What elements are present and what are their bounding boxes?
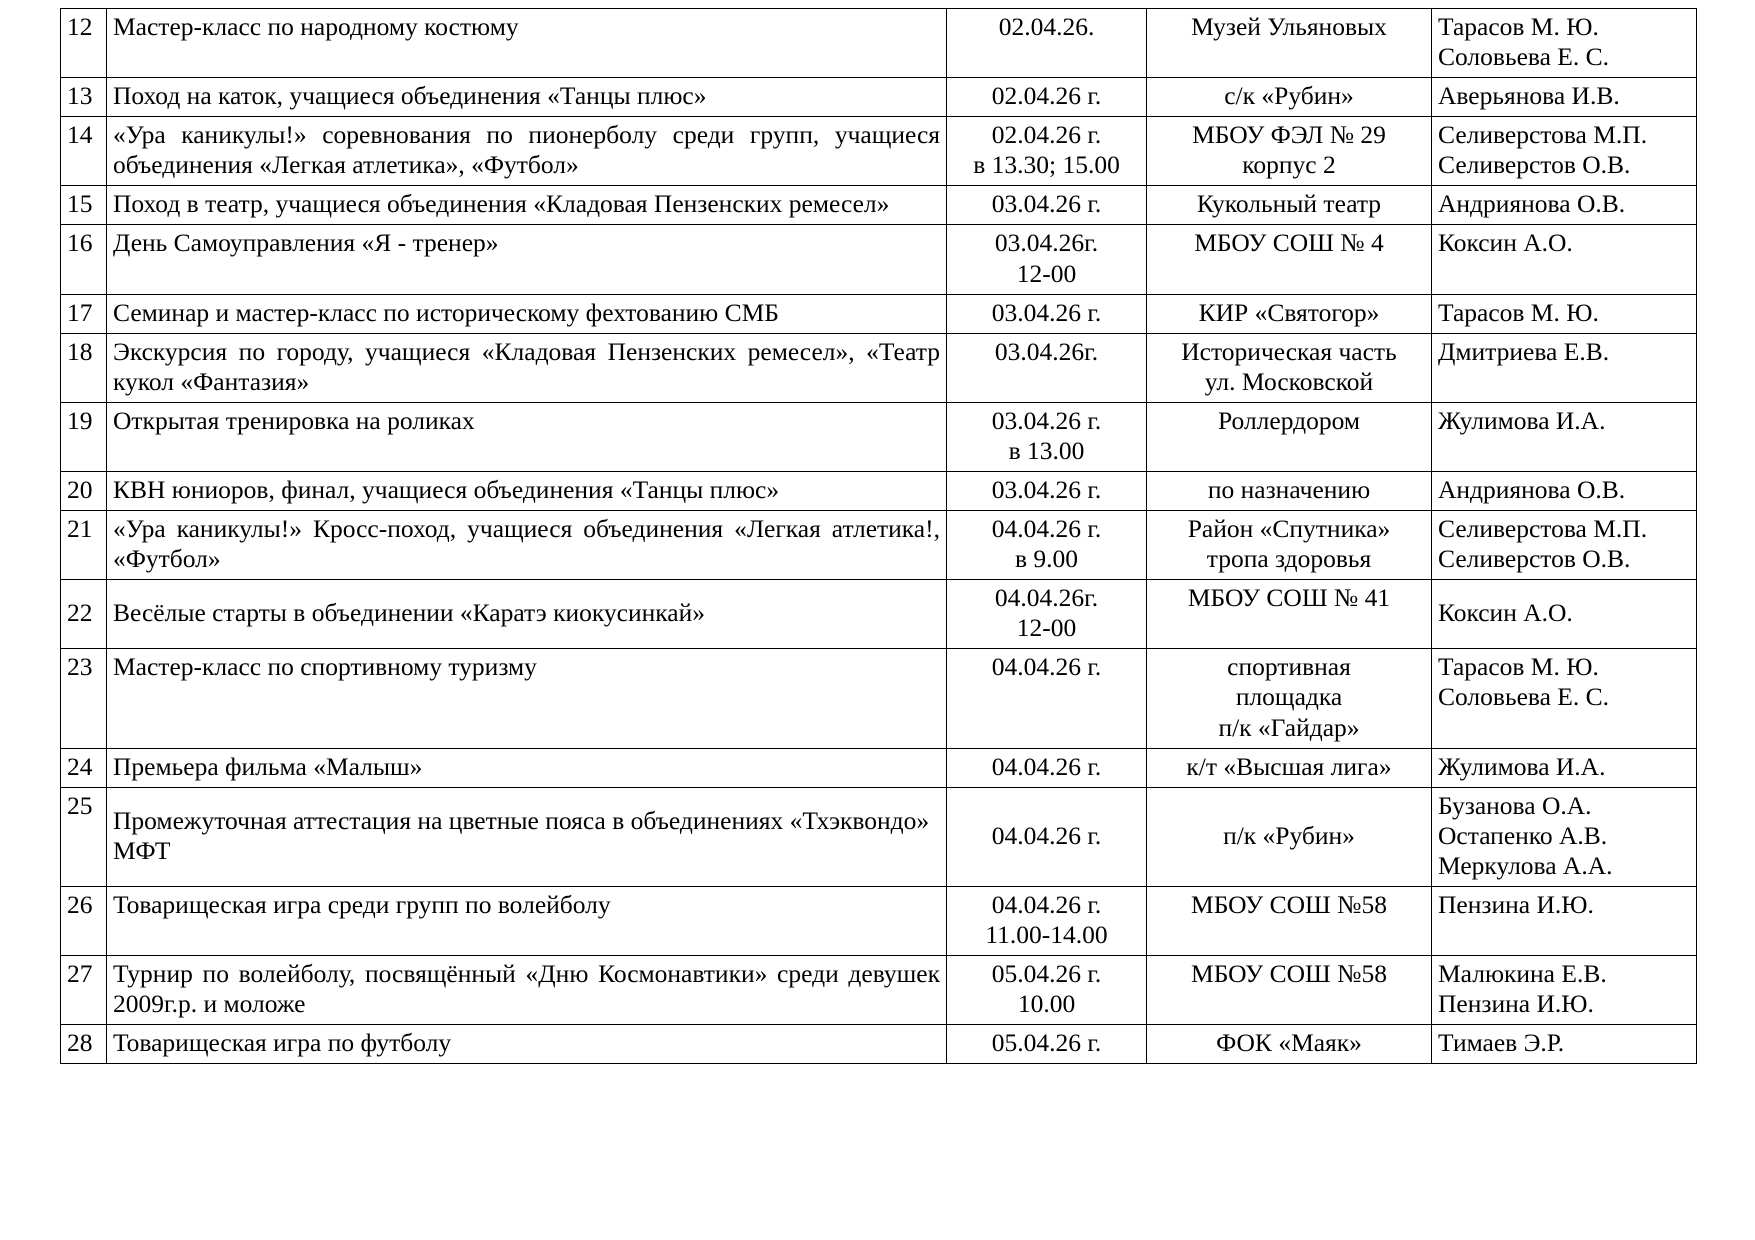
row-place: Кукольный театр <box>1147 186 1432 225</box>
row-responsible: Селиверстова М.П. Селиверстов О.В. <box>1432 117 1697 186</box>
row-number: 13 <box>61 78 107 117</box>
row-responsible: Малюкина Е.В. Пензина И.Ю. <box>1432 956 1697 1025</box>
row-place: МБОУ ФЭЛ № 29 корпус 2 <box>1147 117 1432 186</box>
row-date: 03.04.26 г. <box>947 294 1147 333</box>
row-date: 03.04.26 г. <box>947 186 1147 225</box>
row-place: КИР «Святогор» <box>1147 294 1432 333</box>
row-event: КВН юниоров, финал, учащиеся объединения «Танцы плюс» <box>107 472 947 511</box>
row-place: с/к «Рубин» <box>1147 78 1432 117</box>
row-event: Поход в театр, учащиеся объединения «Кладовая Пензенских ремесел» <box>107 186 947 225</box>
row-place: Роллердором <box>1147 402 1432 471</box>
row-responsible: Селиверстова М.П. Селиверстов О.В. <box>1432 511 1697 580</box>
row-responsible: Жулимова И.А. <box>1432 748 1697 787</box>
row-responsible: Пензина И.Ю. <box>1432 886 1697 955</box>
row-event: Открытая тренировка на роликах <box>107 402 947 471</box>
table-row <box>61 511 1697 580</box>
row-number: 26 <box>61 886 107 955</box>
row-responsible: Андриянова О.В. <box>1432 186 1697 225</box>
table-row <box>61 402 1697 471</box>
row-date: 04.04.26 г. <box>947 748 1147 787</box>
row-responsible: Дмитриева Е.В. <box>1432 333 1697 402</box>
table-row <box>61 580 1697 649</box>
row-place: спортивная площадка п/к «Гайдар» <box>1147 649 1432 748</box>
row-number: 21 <box>61 511 107 580</box>
table-row <box>61 787 1697 886</box>
row-date: 04.04.26 г. 11.00-14.00 <box>947 886 1147 955</box>
table-row <box>61 117 1697 186</box>
row-event: Экскурсия по городу, учащиеся «Кладовая Пензенских ремесел», «Театр кукол «Фантазия» <box>107 333 947 402</box>
row-event: День Самоуправления «Я - тренер» <box>107 225 947 294</box>
row-place: ФОК «Маяк» <box>1147 1025 1432 1064</box>
row-place: по назначению <box>1147 472 1432 511</box>
table-row <box>61 649 1697 748</box>
table-row <box>61 225 1697 294</box>
row-place: Музей Ульяновых <box>1147 9 1432 78</box>
row-responsible: Тарасов М. Ю. Соловьева Е. С. <box>1432 649 1697 748</box>
row-event: Турнир по волейболу, посвящённый «Дню Космонавтики» среди девушек 2009г.р. и моложе <box>107 956 947 1025</box>
row-responsible: Бузанова О.А. Остапенко А.В. Меркулова А.А. <box>1432 787 1697 886</box>
row-date: 02.04.26. <box>947 9 1147 78</box>
row-number: 12 <box>61 9 107 78</box>
row-event: Товарищеская игра среди групп по волейболу <box>107 886 947 955</box>
row-date: 04.04.26 г. <box>947 649 1147 748</box>
row-number: 25 <box>61 787 107 886</box>
table-row <box>61 294 1697 333</box>
row-number: 18 <box>61 333 107 402</box>
row-event: «Ура каникулы!» соревнования по пионерболу среди групп, учащиеся объединения «Легкая атлетика», «Футбол» <box>107 117 947 186</box>
row-responsible: Тарасов М. Ю. Соловьева Е. С. <box>1432 9 1697 78</box>
row-event: Промежуточная аттестация на цветные пояса в объединениях «Тхэквондо» МФТ <box>107 787 947 886</box>
table-row <box>61 9 1697 78</box>
row-event: Мастер-класс по спортивному туризму <box>107 649 947 748</box>
table-row <box>61 78 1697 117</box>
row-number: 16 <box>61 225 107 294</box>
row-number: 20 <box>61 472 107 511</box>
row-date: 03.04.26 г. в 13.00 <box>947 402 1147 471</box>
row-responsible: Коксин А.О. <box>1432 225 1697 294</box>
row-number: 14 <box>61 117 107 186</box>
table-row <box>61 748 1697 787</box>
row-responsible: Тимаев Э.Р. <box>1432 1025 1697 1064</box>
row-date: 05.04.26 г. 10.00 <box>947 956 1147 1025</box>
table-row <box>61 956 1697 1025</box>
row-event: Весёлые старты в объединении «Каратэ киокусинкай» <box>107 580 947 649</box>
row-responsible: Тарасов М. Ю. <box>1432 294 1697 333</box>
row-responsible: Коксин А.О. <box>1432 580 1697 649</box>
row-number: 17 <box>61 294 107 333</box>
row-date: 03.04.26г. 12-00 <box>947 225 1147 294</box>
row-place: п/к «Рубин» <box>1147 787 1432 886</box>
row-place: Историческая часть ул. Московской <box>1147 333 1432 402</box>
row-number: 15 <box>61 186 107 225</box>
row-event: Премьера фильма «Малыш» <box>107 748 947 787</box>
table-row <box>61 333 1697 402</box>
row-number: 19 <box>61 402 107 471</box>
row-number: 24 <box>61 748 107 787</box>
table-row <box>61 1025 1697 1064</box>
row-date: 04.04.26 г. в 9.00 <box>947 511 1147 580</box>
row-event: Мастер-класс по народному костюму <box>107 9 947 78</box>
row-date: 04.04.26 г. <box>947 787 1147 886</box>
row-place: к/т «Высшая лига» <box>1147 748 1432 787</box>
row-date: 05.04.26 г. <box>947 1025 1147 1064</box>
row-place: Район «Спутника» тропа здоровья <box>1147 511 1432 580</box>
table-row <box>61 472 1697 511</box>
row-responsible: Жулимова И.А. <box>1432 402 1697 471</box>
table-row <box>61 186 1697 225</box>
row-number: 22 <box>61 580 107 649</box>
row-place: МБОУ СОШ № 4 <box>1147 225 1432 294</box>
row-event: Товарищеская игра по футболу <box>107 1025 947 1064</box>
row-date: 03.04.26 г. <box>947 472 1147 511</box>
events-schedule-table <box>60 8 1697 1064</box>
row-event: Семинар и мастер-класс по историческому фехтованию СМБ <box>107 294 947 333</box>
table-row <box>61 886 1697 955</box>
row-number: 27 <box>61 956 107 1025</box>
row-place: МБОУ СОШ №58 <box>1147 886 1432 955</box>
row-place: МБОУ СОШ № 41 <box>1147 580 1432 649</box>
row-number: 28 <box>61 1025 107 1064</box>
row-date: 02.04.26 г. в 13.30; 15.00 <box>947 117 1147 186</box>
row-responsible: Аверьянова И.В. <box>1432 78 1697 117</box>
row-event: Поход на каток, учащиеся объединения «Танцы плюс» <box>107 78 947 117</box>
row-event: «Ура каникулы!» Кросс-поход, учащиеся объединения «Легкая атлетика!, «Футбол» <box>107 511 947 580</box>
row-number: 23 <box>61 649 107 748</box>
row-date: 04.04.26г. 12-00 <box>947 580 1147 649</box>
row-date: 02.04.26 г. <box>947 78 1147 117</box>
row-responsible: Андриянова О.В. <box>1432 472 1697 511</box>
row-date: 03.04.26г. <box>947 333 1147 402</box>
row-place: МБОУ СОШ №58 <box>1147 956 1432 1025</box>
